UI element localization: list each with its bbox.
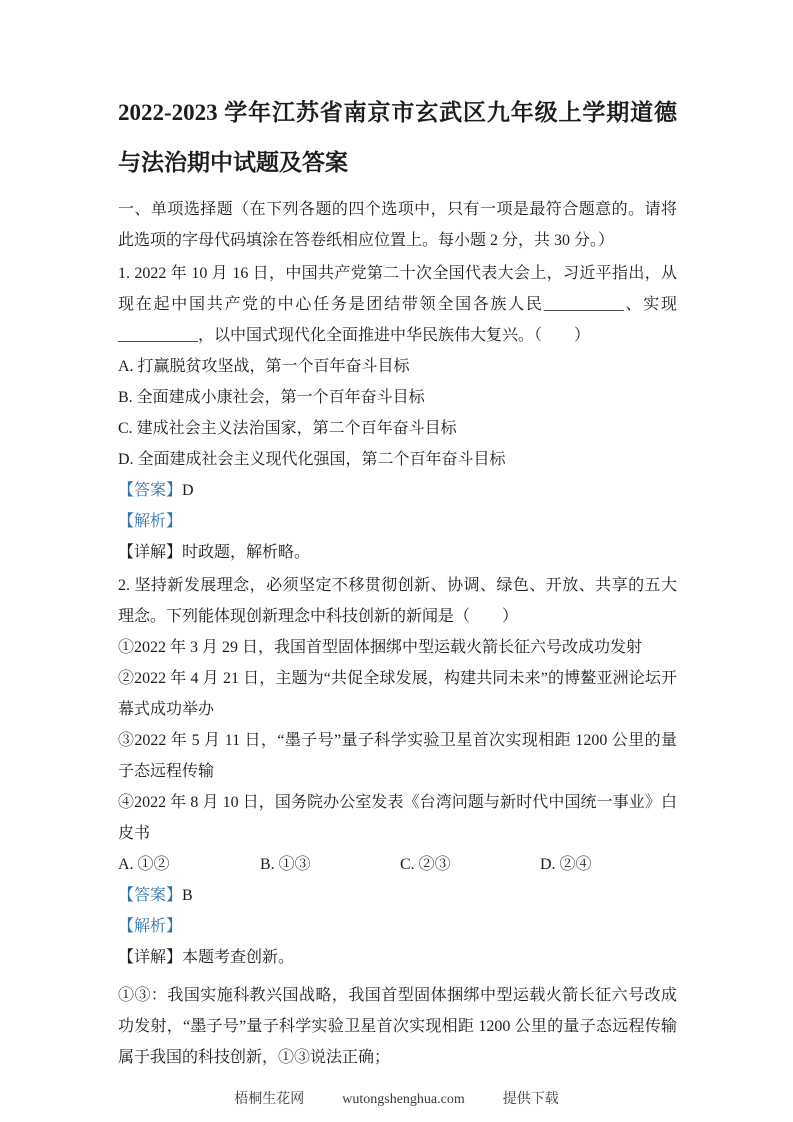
question-1-stem: 1. 2022 年 10 月 16 日，中国共产党第二十次全国代表大会上，习近平指出，从现在起中国共产党的中心任务是团结带领全国各族人民__________、实现__________，以中国式现代化全面推进中华民族伟大复兴。（ ） [118, 265, 677, 344]
question-1-analysis-line [118, 506, 677, 537]
question-1-option-d: D. 全面建成社会主义现代化强国，第二个百年奋斗目标 [118, 451, 506, 468]
analysis-label: 【解析】 [118, 918, 183, 935]
footer-download-text: 提供下载 [502, 1092, 559, 1107]
footer-site-url: wutongshenghua.com [342, 1092, 465, 1107]
answer-label: 【答案】 [118, 482, 183, 499]
page-footer [0, 1088, 793, 1108]
question-1-option-a: A. 打赢脱贫攻坚战，第一个百年奋斗目标 [118, 358, 410, 375]
question-2-detail-line [118, 942, 677, 973]
analysis-label: 【解析】 [118, 513, 183, 530]
footer-site-name: 梧桐生花网 [234, 1092, 305, 1107]
question-2-option-d: D. ②④ [540, 856, 592, 873]
question-1-option-b: B. 全面建成小康社会，第一个百年奋斗目标 [118, 389, 425, 406]
answer-label: 【答案】 [118, 887, 183, 904]
question-block-2 [118, 570, 677, 1073]
question-2-subitem-2: ②2022 年 4 月 21 日，主题为“共促全球发展，构建共同未来”的博鳌亚洲论坛开幕式成功举办 [118, 670, 677, 718]
question-1-answer-line [118, 475, 677, 506]
page-title: 2022-2023 学年江苏省南京市玄武区九年级上学期道德与法治期中试题及答案 [118, 100, 677, 175]
question-2-answer-line [118, 880, 677, 911]
question-2-option-a: A. ①② [118, 856, 170, 873]
section-heading: 一、单项选择题（在下列各题的四个选项中，只有一项是最符合题意的。请将此选项的字母代码填涂在答卷纸相应位置上。每小题 2 分，共 30 分。） [118, 201, 677, 249]
question-block-1 [118, 258, 677, 568]
question-2-subitem-1: ①2022 年 3 月 29 日，我国首型固体捆绑中型运载火箭长征六号改成功发射 [118, 639, 643, 656]
question-1-detail-line [118, 537, 677, 568]
question-2-option-c: C. ②③ [400, 856, 451, 873]
question-2-explanation: ①③：我国实施科教兴国战略，我国首型固体捆绑中型运载火箭长征六号改成功发射，“墨子号”量子科学实验卫星首次实现相距 1200 公里的量子态远程传输属于我国的科技创新，①③说法正确； [118, 987, 677, 1066]
question-2-detail-text: 本题考查创新。 [182, 949, 295, 966]
question-2-subitem-4: ④2022 年 8 月 10 日，国务院办公室发表《台湾问题与新时代中国统一事业》白皮书 [118, 794, 677, 842]
question-1-answer-value: D [182, 482, 194, 499]
question-2-option-b: B. ①③ [260, 856, 311, 873]
question-2-analysis-line [118, 911, 677, 942]
question-2-answer-value: B [182, 887, 193, 904]
question-1-detail-text: 时政题，解析略。 [182, 544, 311, 561]
question-2-stem: 2. 坚持新发展理念，必须坚定不移贯彻创新、协调、绿色、开放、共享的五大理念。下列能体现创新理念中科技创新的新闻是（ ） [118, 577, 677, 625]
question-2-subitem-3: ③2022 年 5 月 11 日，“墨子号”量子科学实验卫星首次实现相距 1200 公里的量子态远程传输 [118, 732, 677, 780]
detail-label: 【详解】 [118, 949, 183, 966]
question-2-options-row [118, 849, 677, 880]
question-1-option-c: C. 建成社会主义法治国家，第二个百年奋斗目标 [118, 420, 457, 437]
detail-label: 【详解】 [118, 544, 183, 561]
